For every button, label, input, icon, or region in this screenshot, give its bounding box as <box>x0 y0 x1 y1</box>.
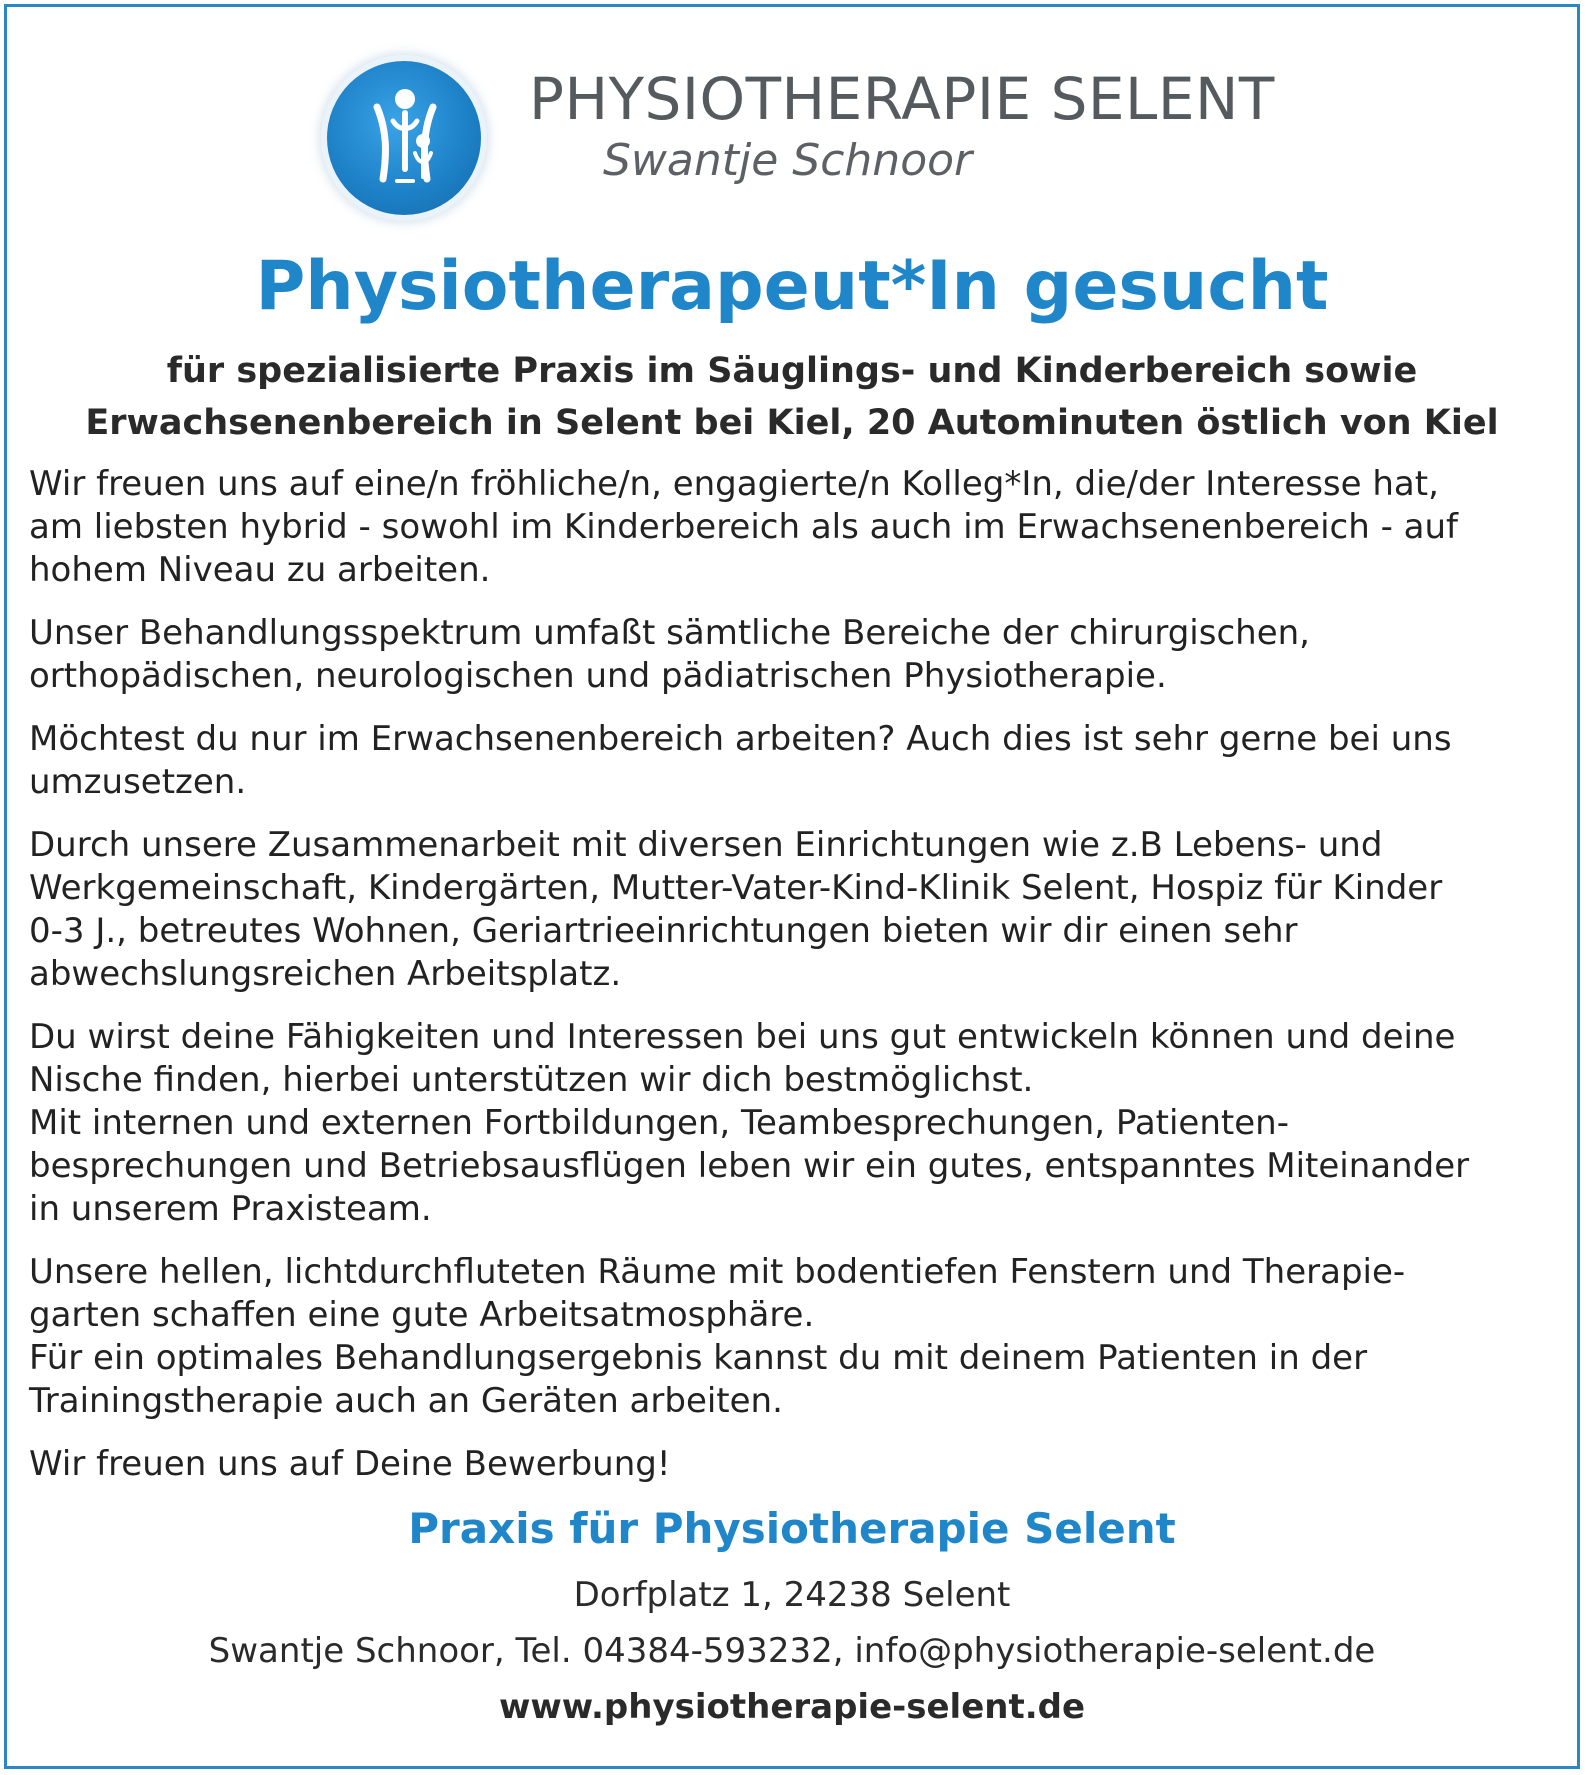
text-line: Durch unsere Zusammenarbeit mit diversen Einrichtungen wie z.B Lebens- und <box>29 825 1383 865</box>
text-line: Wir freuen uns auf Deine Bewerbung! <box>29 1444 671 1484</box>
text-line: 0-3 J., betreutes Wohnen, Geriartrieeinrichtungen bieten wir dir einen sehr <box>29 911 1298 951</box>
text-line: garten schaffen eine gute Arbeitsatmosphäre. <box>29 1295 815 1335</box>
text-line: Trainingstherapie auch an Geräten arbeiten. <box>29 1381 783 1421</box>
text-line: besprechungen und Betriebsausflügen leben wir ein gutes, entspanntes Miteinander <box>29 1146 1470 1186</box>
text-line: orthopädischen, neurologischen und pädiatrischen Physiotherapie. <box>29 656 1167 696</box>
text-line: Nische finden, hierbei unterstützen wir dich bestmöglichst. <box>29 1060 1034 1100</box>
paragraph <box>29 824 1569 996</box>
text-line: Möchtest du nur im Erwachsenenbereich arbeiten? Auch dies ist sehr gerne bei uns <box>29 719 1452 759</box>
text-line: Unser Behandlungsspektrum umfaßt sämtliche Bereiche der chirurgischen, <box>29 613 1310 653</box>
paragraph <box>29 1016 1569 1231</box>
subheadline-line: Erwachsenenbereich in Selent bei Kiel, 20 Autominuten östlich von Kiel <box>85 403 1499 443</box>
text-line: Wir freuen uns auf eine/n fröhliche/n, engagierte/n Kolleg*In, die/der Interesse hat, <box>29 464 1439 504</box>
subheadline <box>7 345 1577 449</box>
text-line: abwechslungsreichen Arbeitsplatz. <box>29 954 622 994</box>
paragraph <box>29 1443 1569 1486</box>
text-line: Mit internen und externen Fortbildungen, Teambesprechungen, Patienten- <box>29 1103 1289 1143</box>
contact-address: Dorfplatz 1, 24238 Selent <box>573 1575 1011 1615</box>
contact-person-line: Swantje Schnoor, Tel. 04384-593232, info@physiotherapie-selent.de <box>208 1631 1376 1671</box>
text-line: umzusetzen. <box>29 762 247 802</box>
contact-website[interactable]: www.physiotherapie-selent.de <box>498 1687 1086 1727</box>
contact-title: Praxis für Physiotherapie Selent <box>408 1504 1176 1553</box>
logo-header <box>7 47 1577 207</box>
text-line: Werkgemeinschaft, Kindergärten, Mutter-Vater-Kind-Klinik Selent, Hospiz für Kinder <box>29 868 1443 908</box>
text-line: in unserem Praxisteam. <box>29 1189 432 1229</box>
subheadline-line: für spezialisierte Praxis im Säuglings- und Kinderbereich sowie <box>166 351 1418 391</box>
paragraph <box>29 612 1569 698</box>
paragraph <box>29 718 1569 804</box>
brand-owner: Swantje Schnoor <box>603 135 973 186</box>
text-line: hohem Niveau zu arbeiten. <box>29 550 491 590</box>
ad-frame <box>4 4 1580 1769</box>
body-text <box>29 463 1569 1506</box>
text-line: Unsere hellen, lichtdurchfluteten Räume mit bodentiefen Fenstern und Therapie- <box>29 1252 1406 1292</box>
family-figures-icon <box>327 61 481 215</box>
text-line: am liebsten hybrid - sowohl im Kinderbereich als auch im Erwachsenenbereich - auf <box>29 507 1459 547</box>
paragraph <box>29 1251 1569 1423</box>
text-line: Für ein optimales Behandlungsergebnis kannst du mit deinem Patienten in der <box>29 1338 1368 1378</box>
paragraph <box>29 463 1569 592</box>
headline: Physiotherapeut*In gesucht <box>255 247 1329 326</box>
brand-name: PHYSIOTHERAPIE SELENT <box>529 65 1275 133</box>
text-line: Du wirst deine Fähigkeiten und Interessen bei uns gut entwickeln können und deine <box>29 1017 1456 1057</box>
